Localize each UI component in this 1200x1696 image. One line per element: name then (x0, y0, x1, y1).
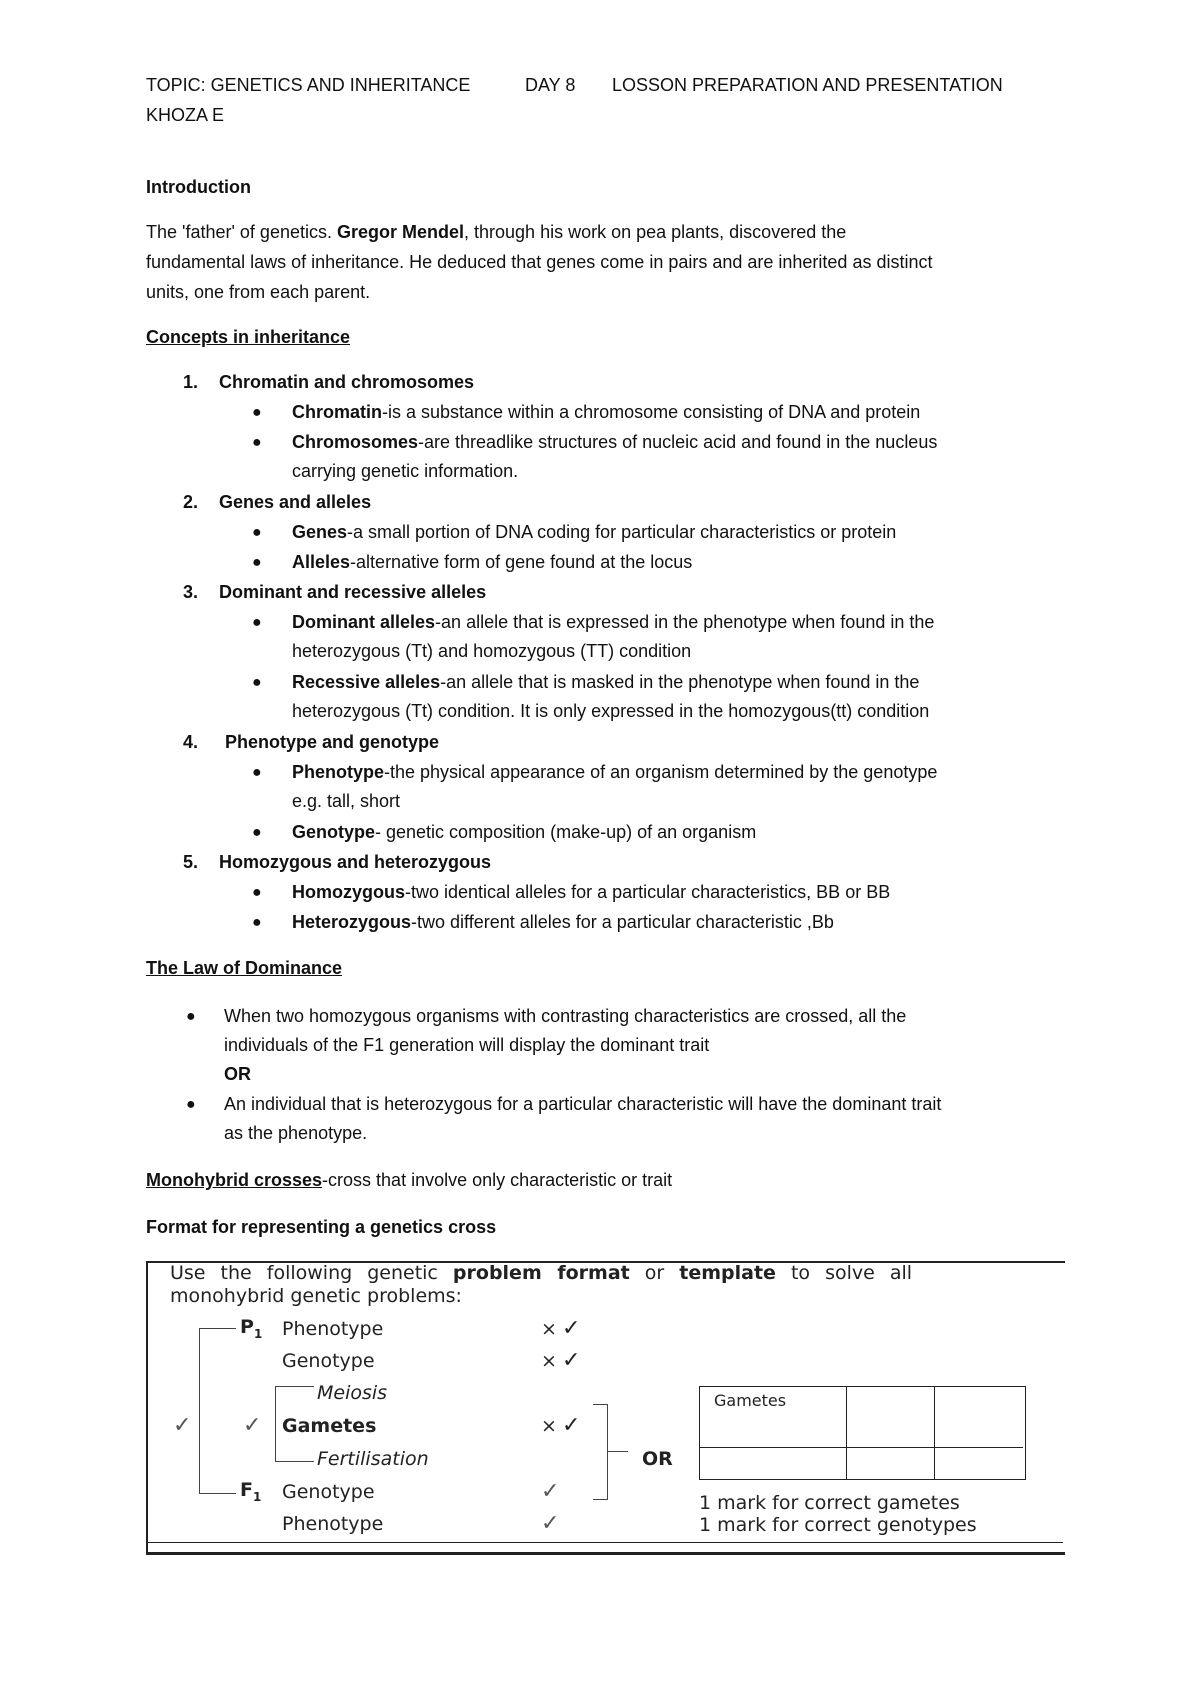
bullet-continuation: heterozygous (Tt) condition. It is only expressed in the homozygous(tt) condition (292, 701, 930, 721)
concept-number: 5. (183, 852, 199, 872)
template-intro-e: to solve all (775, 1262, 913, 1284)
or-label: OR (642, 1448, 673, 1470)
p1-label (240, 1316, 262, 1341)
concept-title: Phenotype and genotype (225, 732, 440, 752)
f1-subscript: 1 (252, 1489, 262, 1504)
bullet-text: -an allele that is masked in the phenotype when found in the (440, 672, 920, 692)
bullet-text: -is a substance within a chromosome consisting of DNA and protein (382, 402, 921, 422)
p1-letter: P (240, 1316, 254, 1338)
monohybrid-text: -cross that involve only characteristic or trait (322, 1170, 673, 1190)
concept-number: 4. (183, 732, 199, 752)
bullet-continuation: carrying genetic information. (292, 461, 519, 481)
bullet-term: Homozygous (292, 882, 406, 902)
meiosis-label: Meiosis (317, 1382, 388, 1404)
bullet-continuation: heterozygous (Tt) and homozygous (TT) condition (292, 641, 692, 661)
intro-mendel: Gregor Mendel (336, 222, 465, 242)
gametes-grid (699, 1386, 1026, 1480)
bullet-dot: ● (186, 1096, 196, 1113)
bullet-dot: ● (252, 764, 262, 781)
tick-icon: ✓ (541, 1511, 560, 1536)
grid-cell (700, 1448, 847, 1479)
intro-line-1 (146, 222, 846, 243)
header-topic: TOPIC: GENETICS AND INHERITANCE (146, 75, 471, 95)
dominance-bullet-2-line-1: An individual that is heterozygous for a particular characteristic will have the dominant trait (224, 1094, 942, 1114)
tick-icon: ✓ (541, 1479, 560, 1504)
or-bracket-stem (608, 1451, 628, 1452)
bullet-dot: ● (186, 1008, 196, 1025)
concept-bullet (292, 402, 920, 423)
mark-gametes: 1 mark for correct gametes (699, 1492, 960, 1514)
template-intro-d: template (679, 1262, 776, 1284)
f1-phenotype: Phenotype (282, 1513, 384, 1535)
dominance-bullet-2-line-2: as the phenotype. (224, 1123, 368, 1143)
bullet-dot: ● (252, 914, 262, 931)
template-intro-line-1 (170, 1262, 912, 1284)
concept-bullet (292, 612, 934, 633)
bullet-term: Alleles (292, 552, 351, 572)
tick-icon: ✓ (562, 1348, 581, 1373)
concepts-heading: Concepts in inheritance (146, 327, 351, 347)
bullet-dot: ● (252, 554, 262, 571)
bullet-term: Genes (292, 522, 348, 542)
cross-mark: × (541, 1350, 557, 1372)
grid-cell (935, 1387, 1023, 1448)
dominance-or: OR (224, 1064, 251, 1084)
dominance-bullet-1-line-2: individuals of the F1 generation will display the dominant trait (224, 1035, 710, 1055)
bullet-term: Heterozygous (292, 912, 412, 932)
concept-title: Dominant and recessive alleles (219, 582, 487, 602)
bullet-dot: ● (252, 614, 262, 631)
dominance-heading: The Law of Dominance (146, 958, 343, 978)
grid-gametes-label: Gametes (714, 1391, 787, 1410)
bullet-term: Recessive alleles (292, 672, 441, 692)
template-bottom-rule (146, 1542, 1063, 1543)
concept-bullet (292, 822, 756, 843)
bullet-text: - genetic composition (make-up) of an organism (375, 822, 757, 842)
concept-title: Homozygous and heterozygous (219, 852, 492, 872)
intro-line-2: fundamental laws of inheritance. He deduced that genes come in pairs and are inherited as distinct (146, 252, 933, 272)
template-intro-a: Use the following genetic (170, 1262, 453, 1284)
tick-icon: ✓ (173, 1413, 192, 1438)
template-intro-c: or (629, 1262, 680, 1284)
fertilisation-label: Fertilisation (317, 1448, 429, 1470)
concept-title: Genes and alleles (219, 492, 372, 512)
tick-icon: ✓ (243, 1413, 262, 1438)
concept-bullet (292, 522, 896, 543)
concept-title: Chromatin and chromosomes (219, 372, 475, 392)
p1-f1-bracket (199, 1328, 236, 1494)
tick-icon: ✓ (562, 1413, 581, 1438)
bullet-text: -two different alleles for a particular characteristic ,Bb (411, 912, 834, 932)
concept-bullet (292, 882, 890, 903)
f1-genotype: Genotype (282, 1481, 375, 1503)
bullet-term: Genotype (292, 822, 376, 842)
grid-cell (847, 1448, 935, 1479)
bullet-text: -a small portion of DNA coding for particular characteristics or protein (347, 522, 897, 542)
grid-cell (935, 1448, 1023, 1479)
f1-letter: F (240, 1479, 253, 1501)
bullet-term: Phenotype (292, 762, 385, 782)
mark-genotypes: 1 mark for correct genotypes (699, 1514, 977, 1536)
cross-mark: × (541, 1318, 557, 1340)
f1-label (240, 1479, 261, 1504)
bullet-continuation: e.g. tall, short (292, 791, 401, 811)
p1-subscript: 1 (253, 1326, 263, 1341)
monohybrid-term: Monohybrid crosses (146, 1170, 323, 1190)
bullet-dot: ● (252, 884, 262, 901)
bullet-text: -an allele that is expressed in the phenotype when found in the (435, 612, 935, 632)
bullet-text: -are threadlike structures of nucleic acid and found in the nucleus (418, 432, 938, 452)
or-bracket (593, 1404, 608, 1500)
bullet-dot: ● (252, 524, 262, 541)
concept-number: 1. (183, 372, 199, 392)
header-author: KHOZA E (146, 105, 225, 125)
intro-line-1-pre: The 'father' of genetics. (146, 222, 337, 242)
p1-phenotype: Phenotype (282, 1318, 384, 1340)
bullet-term: Chromatin (292, 402, 382, 422)
concept-number: 2. (183, 492, 199, 512)
concept-bullet (292, 912, 834, 933)
intro-line-3: units, one from each parent. (146, 282, 371, 302)
concept-bullet (292, 672, 919, 693)
monohybrid-definition (146, 1170, 672, 1191)
bullet-text: -the physical appearance of an organism determined by the genotype (384, 762, 938, 782)
dominance-bullet-1-line-1: When two homozygous organisms with contrasting characteristics are crossed, all the (224, 1006, 907, 1026)
gametes-label: Gametes (282, 1415, 377, 1437)
intro-heading: Introduction (146, 177, 251, 197)
grid-cell (847, 1387, 935, 1448)
format-heading: Format for representing a genetics cross (146, 1217, 497, 1237)
bullet-term: Dominant alleles (292, 612, 436, 632)
bullet-dot: ● (252, 674, 262, 691)
bullet-text: -alternative form of gene found at the locus (350, 552, 693, 572)
grid-cell (700, 1387, 847, 1448)
concept-bullet (292, 552, 692, 573)
template-intro-line-2: monohybrid genetic problems: (170, 1285, 462, 1307)
intro-line-1-post: , through his work on pea plants, discovered the (464, 222, 847, 242)
concept-bullet (292, 762, 937, 783)
bullet-text: -two identical alleles for a particular characteristics, BB or BB (405, 882, 891, 902)
cross-mark: × (541, 1415, 557, 1437)
bullet-dot: ● (252, 824, 262, 841)
concept-number: 3. (183, 582, 199, 602)
bullet-dot: ● (252, 404, 262, 421)
header-day: DAY 8 (525, 75, 576, 95)
concept-bullet (292, 432, 937, 453)
header-title: LOSSON PREPARATION AND PRESENTATION (612, 75, 1003, 95)
bullet-term: Chromosomes (292, 432, 419, 452)
template-intro-b: problem format (452, 1262, 630, 1284)
p1-genotype: Genotype (282, 1350, 375, 1372)
bullet-dot: ● (252, 434, 262, 451)
tick-icon: ✓ (562, 1316, 581, 1341)
